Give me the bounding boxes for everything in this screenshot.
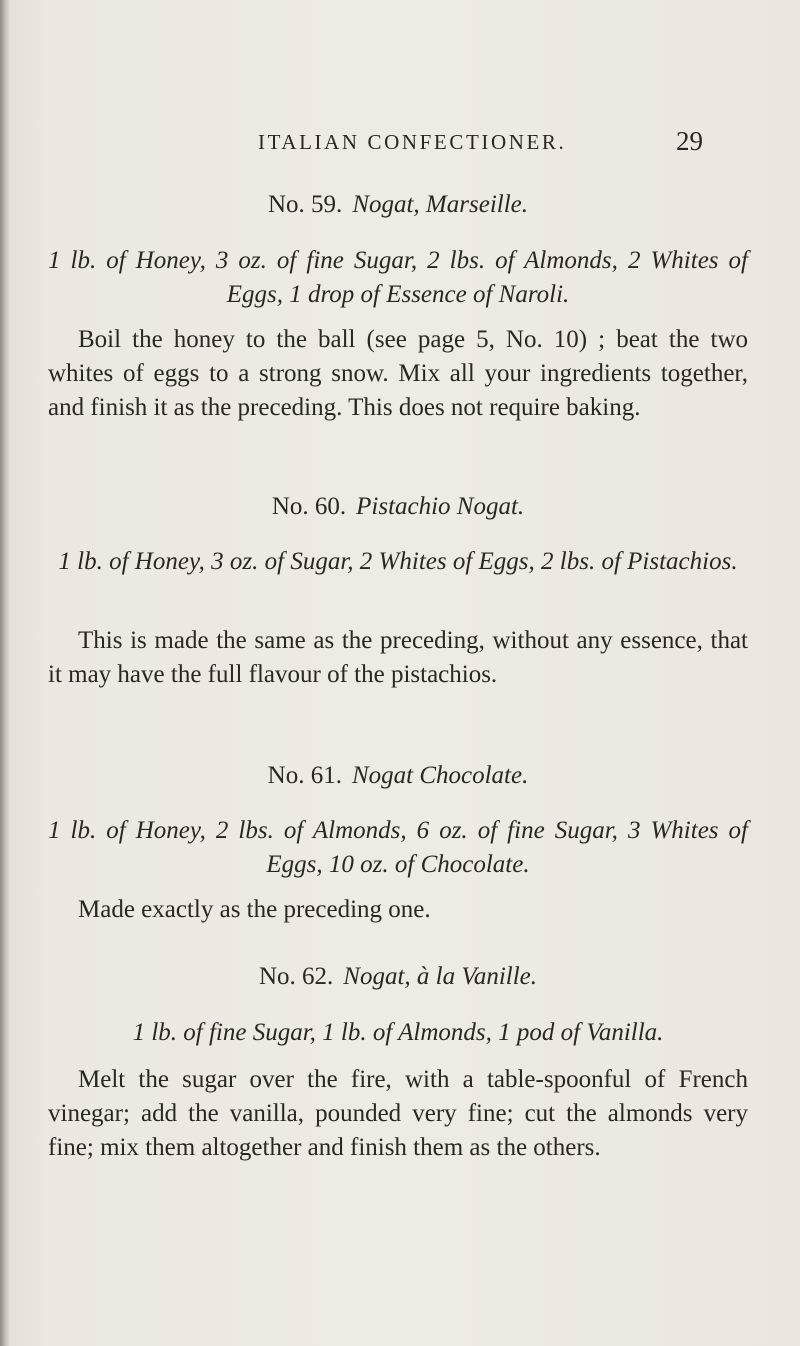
recipe-method: Boil the honey to the ball (see page 5, No. 10) ; beat the two whites of eggs to a strong snow. Mix all your ingredients together, and finish it as the preceding. This does not require baking.	[48, 326, 748, 421]
recipe-ingredients: 1 lb. of Honey, 2 lbs. of Almonds, 6 oz. of fine Sugar, 3 Whites of Eggs, 10 oz. of Chocolate.	[48, 817, 748, 878]
recipe-method: Made exactly as the preceding one.	[78, 896, 431, 923]
recipe-heading	[48, 188, 748, 222]
recipe-name: Nogat, à la Vanille.	[343, 963, 538, 990]
recipe-name: Nogat Chocolate.	[351, 762, 529, 789]
recipe-number: No. 62.	[258, 963, 334, 990]
recipe-ingredients: 1 lb. of Honey, 3 oz. of fine Sugar, 2 lbs. of Almonds, 2 Whites of Eggs, 1 drop of Essence of Naroli.	[48, 247, 748, 308]
recipe-heading	[48, 490, 748, 524]
recipe-heading	[48, 960, 748, 994]
page-number: 29	[676, 126, 703, 156]
recipe-name: Nogat, Marseille.	[352, 191, 528, 218]
recipe-method: This is made the same as the preceding, without any essence, that it may have the full flavour of the pistachios.	[48, 627, 748, 688]
page-header	[0, 128, 800, 164]
recipe-ingredients: 1 lb. of fine Sugar, 1 lb. of Almonds, 1 pod of Vanilla.	[132, 1019, 664, 1046]
running-title: ITALIAN CONFECTIONER.	[258, 130, 567, 154]
recipe-number: No. 60.	[271, 493, 347, 520]
recipe-name: Pistachio Nogat.	[356, 493, 525, 520]
recipe-number: No. 59.	[268, 191, 343, 218]
page-binding-edge	[0, 0, 10, 1346]
recipe-number: No. 61.	[267, 762, 342, 789]
recipe-heading	[48, 759, 748, 793]
recipe-ingredients: 1 lb. of Honey, 3 oz. of Sugar, 2 Whites of Eggs, 2 lbs. of Pistachios.	[58, 548, 738, 575]
recipe-method: Melt the sugar over the fire, with a table-spoonful of French vinegar; add the vanilla, pounded very fine; cut the almonds very fine; mix them altogether and finish them as the others.	[48, 1066, 748, 1161]
